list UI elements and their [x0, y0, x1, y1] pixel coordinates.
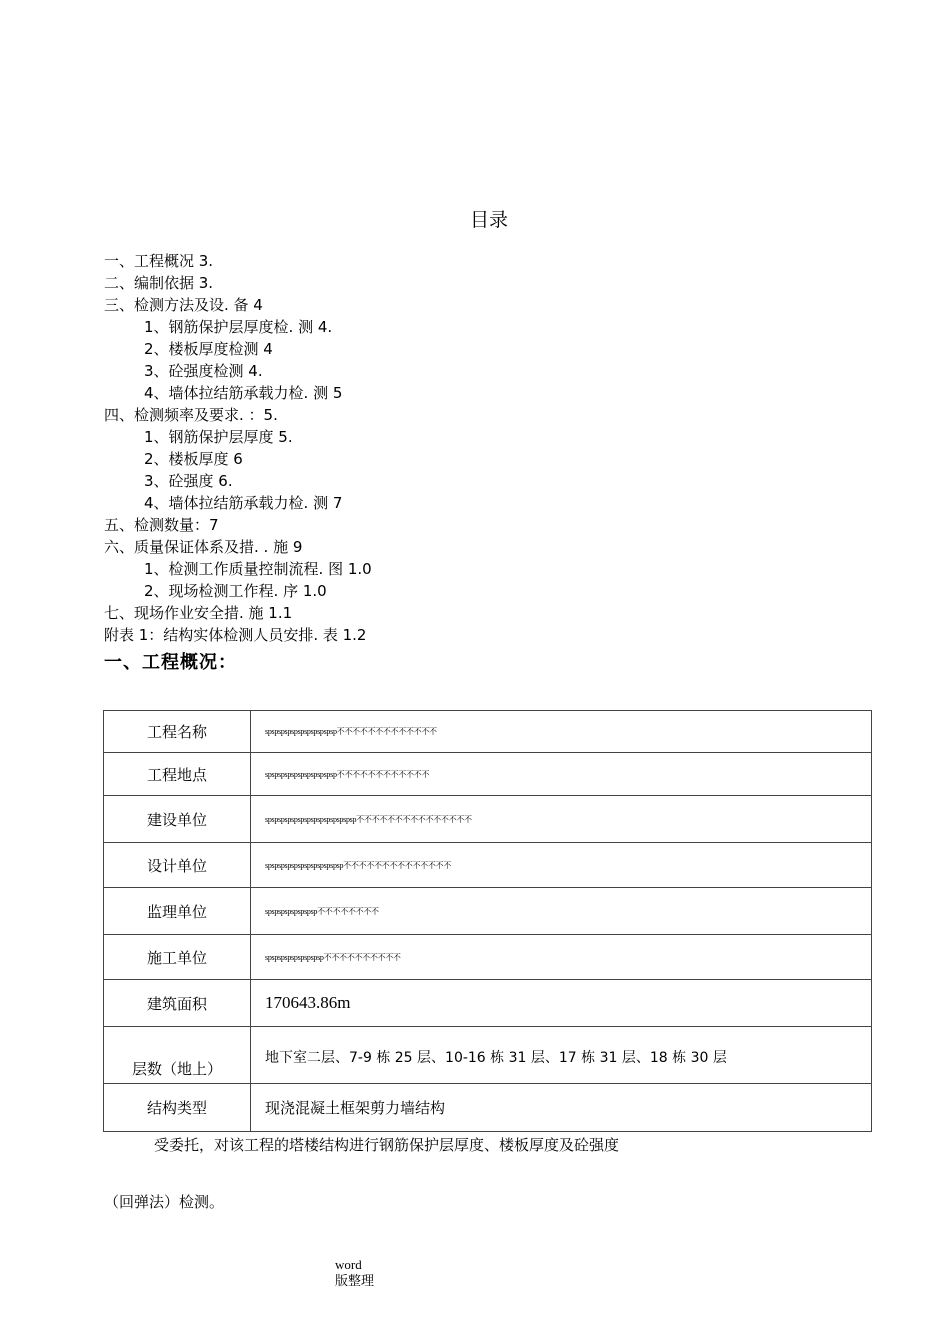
row-label: 设计单位: [104, 843, 251, 888]
toc-entry[interactable]: 2、楼板厚度 6: [144, 450, 243, 468]
row-label: 结构类型: [104, 1084, 251, 1132]
table-row: [104, 843, 872, 888]
toc-entry[interactable]: 二、编制依据 3.: [104, 274, 214, 292]
toc-title: 目录: [469, 209, 508, 231]
table-row: [104, 980, 872, 1027]
table-row: [104, 1084, 872, 1132]
row-value: spspspspspspspspspspspsp不不不不不不不不不不不不不不: [251, 843, 872, 888]
row-value: spspspspspspspsp不不不不不不不不: [251, 888, 872, 935]
toc-entry[interactable]: 附表 1：结构实体检测人员安排. 表 1.2: [104, 626, 367, 644]
toc-entry[interactable]: 四、检测频率及要求. ：5.: [104, 406, 278, 424]
footer-line: word: [335, 1257, 362, 1272]
row-value: spspspspspspspspsp不不不不不不不不不不: [251, 935, 872, 980]
toc-entry[interactable]: 1、钢筋保护层厚度检. 测 4.: [144, 318, 333, 336]
row-value: spspspspspspspspspspspspspsp不不不不不不不不不不不不不不不: [251, 796, 872, 843]
toc-entry[interactable]: 一、工程概况 3.: [104, 252, 214, 270]
project-info-table: [103, 710, 872, 1132]
row-value: spspspspspspspspspspsp不不不不不不不不不不不不: [251, 753, 872, 796]
row-label: 施工单位: [104, 935, 251, 980]
row-label: 工程名称: [104, 711, 251, 753]
table-row: [104, 711, 872, 753]
toc-entry[interactable]: 3、砼强度 6.: [144, 472, 233, 490]
table-row: [104, 1027, 872, 1084]
toc-entry[interactable]: 六、质量保证体系及措. . 施 9: [104, 538, 303, 556]
body-paragraph-line: 受委托，对该工程的塔楼结构进行钢筋保护层厚度、楼板厚度及砼强度: [154, 1136, 620, 1154]
table-row: [104, 796, 872, 843]
toc-entry[interactable]: 2、现场检测工作程. 序 1.0: [144, 582, 327, 600]
row-label: 建设单位: [104, 796, 251, 843]
row-value: 170643.86m: [251, 980, 872, 1027]
row-value: 现浇混凝土框架剪力墙结构: [251, 1084, 872, 1132]
row-label: 工程地点: [104, 753, 251, 796]
table-of-contents: [104, 250, 704, 646]
row-value: spspspspspspspspspspsp不不不不不不不不不不不不不: [251, 711, 872, 753]
footer-line: 版整理: [335, 1273, 375, 1288]
body-paragraph-line: （回弹法）检测。: [104, 1193, 225, 1211]
row-label: 层数（地上）: [104, 1027, 251, 1084]
toc-entry[interactable]: 4、墙体拉结筋承载力检. 测 5: [144, 384, 343, 402]
toc-entry[interactable]: 七、现场作业安全措. 施 1.1: [104, 604, 293, 622]
toc-entry[interactable]: 2、楼板厚度检测 4: [144, 340, 273, 358]
row-value: 地下室二层、7-9 栋 25 层、10-16 栋 31 层、17 栋 31 层、18 栋 30 层: [251, 1027, 872, 1084]
table-row: [104, 753, 872, 796]
row-label: 监理单位: [104, 888, 251, 935]
toc-entry[interactable]: 五、检测数量：7: [104, 516, 219, 534]
page-footer: [335, 1257, 374, 1289]
table-row: [104, 935, 872, 980]
toc-entry[interactable]: 3、砼强度检测 4.: [144, 362, 263, 380]
toc-entry[interactable]: 1、检测工作质量控制流程. 图 1.0: [144, 560, 372, 578]
toc-entry[interactable]: 三、检测方法及设. 备 4: [104, 296, 263, 314]
table-row: [104, 888, 872, 935]
toc-entry[interactable]: 4、墙体拉结筋承载力检. 测 7: [144, 494, 343, 512]
toc-entry[interactable]: 1、钢筋保护层厚度 5.: [144, 428, 293, 446]
row-label: 建筑面积: [104, 980, 251, 1027]
section-heading: 一、工程概况：: [104, 652, 237, 673]
